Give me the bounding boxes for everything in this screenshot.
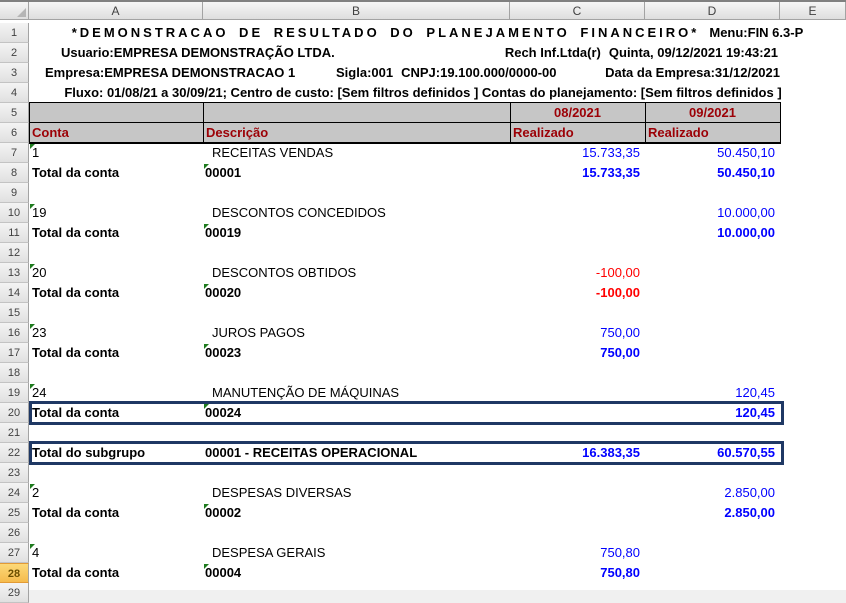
cell-realizado-08-row8[interactable]: 15.733,35 bbox=[582, 165, 640, 180]
row-header-16[interactable]: 16 bbox=[0, 323, 29, 343]
row-header-5[interactable]: 5 bbox=[0, 103, 29, 123]
column-header-b[interactable]: B bbox=[203, 2, 510, 20]
cell-conta-row27[interactable]: 4 bbox=[32, 545, 40, 560]
cell-descricao-row11[interactable]: 00019 bbox=[205, 225, 242, 240]
row-header-10[interactable]: 10 bbox=[0, 203, 29, 223]
cell-descricao-row17[interactable]: 00023 bbox=[205, 345, 242, 360]
report-datetime: Quinta, 09/12/2021 19:43:21 bbox=[608, 45, 778, 60]
row-header-17[interactable]: 17 bbox=[0, 343, 29, 363]
cell-realizado-09-row22[interactable]: 60.570,55 bbox=[717, 445, 775, 460]
report-cnpj: CNPJ:19.100.000/0000-00 bbox=[401, 65, 557, 80]
row-header-3[interactable]: 3 bbox=[0, 63, 29, 83]
cell-descricao-row7[interactable]: RECEITAS VENDAS bbox=[212, 145, 334, 160]
corner-triangle-icon bbox=[17, 8, 26, 17]
row-header-8[interactable]: 8 bbox=[0, 163, 29, 183]
header-border-mid bbox=[29, 122, 781, 123]
row-header-28[interactable]: 28 bbox=[0, 563, 29, 583]
cell-descricao-row16[interactable]: JUROS PAGOS bbox=[212, 325, 305, 340]
green-error-triangle-icon bbox=[30, 324, 35, 329]
cell-descricao-row13[interactable]: DESCONTOS OBTIDOS bbox=[212, 265, 357, 280]
cell-realizado-08-row22[interactable]: 16.383,35 bbox=[582, 445, 640, 460]
cell-descricao-row20[interactable]: 00024 bbox=[205, 405, 242, 420]
column-header-c[interactable]: C bbox=[510, 2, 645, 20]
cell-realizado-09-row20[interactable]: 120,45 bbox=[735, 405, 775, 420]
green-error-triangle-icon bbox=[204, 284, 209, 289]
cell-realizado-09-row19[interactable]: 120,45 bbox=[735, 385, 775, 400]
report-usuario: Usuario:EMPRESA DEMONSTRAÇÃO LTDA. bbox=[61, 45, 335, 60]
cell-conta-row11[interactable]: Total da conta bbox=[32, 225, 120, 240]
green-error-triangle-icon bbox=[204, 564, 209, 569]
report-user-row[interactable] bbox=[0, 43, 846, 63]
report-sigla: Sigla:001 bbox=[336, 65, 394, 80]
cell-realizado-08-row7[interactable]: 15.733,35 bbox=[582, 145, 640, 160]
header-border-v2 bbox=[203, 102, 204, 144]
header-border-v4 bbox=[645, 102, 646, 144]
report-menu-code: Menu:FIN 6.3-P bbox=[709, 25, 804, 40]
header-cell-a5[interactable] bbox=[29, 103, 203, 123]
green-error-triangle-icon bbox=[204, 404, 209, 409]
header-period-2[interactable]: 09/2021 bbox=[645, 103, 780, 123]
row-header-11[interactable]: 11 bbox=[0, 223, 29, 243]
cell-conta-row17[interactable]: Total da conta bbox=[32, 345, 120, 360]
report-filtros: Fluxo: 01/08/21 a 30/09/21; Centro de custo: [Sem filtros definidos ] Contas do planejamento: [Sem filtros definidos ] bbox=[64, 85, 782, 100]
row-header-19[interactable]: 19 bbox=[0, 383, 29, 403]
column-header-e[interactable]: E bbox=[780, 2, 846, 20]
cell-realizado-09-row8[interactable]: 50.450,10 bbox=[717, 165, 775, 180]
green-error-triangle-icon bbox=[30, 204, 35, 209]
row-header-2[interactable]: 2 bbox=[0, 43, 29, 63]
cell-descricao-row10[interactable]: DESCONTOS CONCEDIDOS bbox=[212, 205, 386, 220]
cell-conta-row25[interactable]: Total da conta bbox=[32, 505, 120, 520]
row-header-6[interactable]: 6 bbox=[0, 123, 29, 143]
cell-descricao-row27[interactable]: DESPESA GERAIS bbox=[212, 545, 326, 560]
row-header-20[interactable]: 20 bbox=[0, 403, 29, 423]
header-conta[interactable]: Conta bbox=[29, 123, 203, 143]
cell-realizado-09-row7[interactable]: 50.450,10 bbox=[717, 145, 775, 160]
report-vendor: Rech Inf.Ltda(r) bbox=[504, 45, 601, 60]
header-descricao[interactable]: Descrição bbox=[203, 123, 510, 143]
green-error-triangle-icon bbox=[30, 544, 35, 549]
header-period-1[interactable]: 08/2021 bbox=[510, 103, 645, 123]
row-header-21[interactable]: 21 bbox=[0, 423, 29, 443]
cell-descricao-row25[interactable]: 00002 bbox=[205, 505, 242, 520]
cell-descricao-row14[interactable]: 00020 bbox=[205, 285, 242, 300]
cell-realizado-09-row24[interactable]: 2.850,00 bbox=[724, 485, 775, 500]
cell-conta-row16[interactable]: 23 bbox=[32, 325, 47, 340]
header-cell-b5[interactable] bbox=[203, 103, 510, 123]
green-error-triangle-icon bbox=[30, 484, 35, 489]
report-title-row[interactable] bbox=[29, 23, 846, 43]
header-border-top bbox=[29, 102, 781, 103]
row-header-22[interactable]: 22 bbox=[0, 443, 29, 463]
report-filters-row[interactable] bbox=[0, 83, 846, 103]
cell-realizado-08-row13[interactable]: -100,00 bbox=[595, 265, 640, 280]
cell-realizado-08-row17[interactable]: 750,00 bbox=[600, 345, 640, 360]
report-empresa: Empresa:EMPRESA DEMONSTRACAO 1 bbox=[45, 65, 296, 80]
cell-conta-row22[interactable]: Total do subgrupo bbox=[32, 445, 146, 460]
cell-realizado-08-row27[interactable]: 750,80 bbox=[600, 545, 640, 560]
cell-realizado-08-row28[interactable]: 750,80 bbox=[600, 565, 640, 580]
report-company-row[interactable] bbox=[0, 63, 846, 83]
cell-conta-row24[interactable]: 2 bbox=[32, 485, 40, 500]
row-header-23[interactable]: 23 bbox=[0, 463, 29, 483]
cell-descricao-row19[interactable]: MANUTENÇÃO DE MÁQUINAS bbox=[212, 385, 400, 400]
cell-descricao-row8[interactable]: 00001 bbox=[205, 165, 242, 180]
header-border-v5 bbox=[780, 102, 781, 144]
green-error-triangle-icon bbox=[30, 144, 35, 149]
row-header-14[interactable]: 14 bbox=[0, 283, 29, 303]
cell-conta-row7[interactable]: 1 bbox=[32, 145, 40, 160]
cell-conta-row19[interactable]: 24 bbox=[32, 385, 47, 400]
row-header-27[interactable]: 27 bbox=[0, 543, 29, 563]
header-realizado-1[interactable]: Realizado bbox=[510, 123, 645, 143]
row-header-4[interactable]: 4 bbox=[0, 83, 29, 103]
green-error-triangle-icon bbox=[204, 504, 209, 509]
green-error-triangle-icon bbox=[30, 384, 35, 389]
cell-conta-row13[interactable]: 20 bbox=[32, 265, 47, 280]
cell-conta-row20[interactable]: Total da conta bbox=[32, 405, 120, 420]
report-data-empresa: Data da Empresa:31/12/2021 bbox=[605, 65, 780, 80]
column-header-d[interactable]: D bbox=[645, 2, 780, 20]
header-border-v3 bbox=[510, 102, 511, 144]
report-sigla-cnpj bbox=[336, 63, 556, 83]
report-vendor-datetime bbox=[505, 43, 778, 63]
cell-realizado-09-row25[interactable]: 2.850,00 bbox=[724, 505, 775, 520]
row-header-18[interactable]: 18 bbox=[0, 363, 29, 383]
cell-realizado-08-row14[interactable]: -100,00 bbox=[595, 285, 640, 300]
cell-conta-row10[interactable]: 19 bbox=[32, 205, 47, 220]
row-header-25[interactable]: 25 bbox=[0, 503, 29, 523]
cell-descricao-row28[interactable]: 00004 bbox=[205, 565, 242, 580]
cell-conta-row28[interactable]: Total da conta bbox=[32, 565, 120, 580]
report-title: *DEMONSTRACAO DE RESULTADO DO PLANEJAMENTO FINANCEIRO* bbox=[71, 25, 700, 40]
row-header-29[interactable]: 29 bbox=[0, 583, 29, 603]
row-header-1[interactable]: 1 bbox=[0, 23, 29, 43]
green-error-triangle-icon bbox=[204, 164, 209, 169]
row-header-12[interactable]: 12 bbox=[0, 243, 29, 263]
cell-conta-row8[interactable]: Total da conta bbox=[32, 165, 120, 180]
row-header-13[interactable]: 13 bbox=[0, 263, 29, 283]
cell-realizado-09-row11[interactable]: 10.000,00 bbox=[717, 225, 775, 240]
row-header-7[interactable]: 7 bbox=[0, 143, 29, 163]
row-header-26[interactable]: 26 bbox=[0, 523, 29, 543]
cell-descricao-row24[interactable]: DESPESAS DIVERSAS bbox=[212, 485, 352, 500]
green-error-triangle-icon bbox=[30, 264, 35, 269]
cell-realizado-08-row16[interactable]: 750,00 bbox=[600, 325, 640, 340]
green-error-triangle-icon bbox=[204, 344, 209, 349]
column-header-strip bbox=[0, 2, 846, 21]
cell-descricao-row22[interactable]: 00001 - RECEITAS OPERACIONAL bbox=[205, 445, 418, 460]
header-border-v1 bbox=[29, 102, 30, 144]
green-error-triangle-icon bbox=[204, 224, 209, 229]
cell-realizado-09-row10[interactable]: 10.000,00 bbox=[717, 205, 775, 220]
row-header-9[interactable]: 9 bbox=[0, 183, 29, 203]
header-realizado-2[interactable]: Realizado bbox=[645, 123, 780, 143]
select-all-corner[interactable] bbox=[0, 2, 29, 20]
row-header-15[interactable]: 15 bbox=[0, 303, 29, 323]
cell-conta-row14[interactable]: Total da conta bbox=[32, 285, 120, 300]
row-header-24[interactable]: 24 bbox=[0, 483, 29, 503]
column-header-a[interactable]: A bbox=[29, 2, 203, 20]
